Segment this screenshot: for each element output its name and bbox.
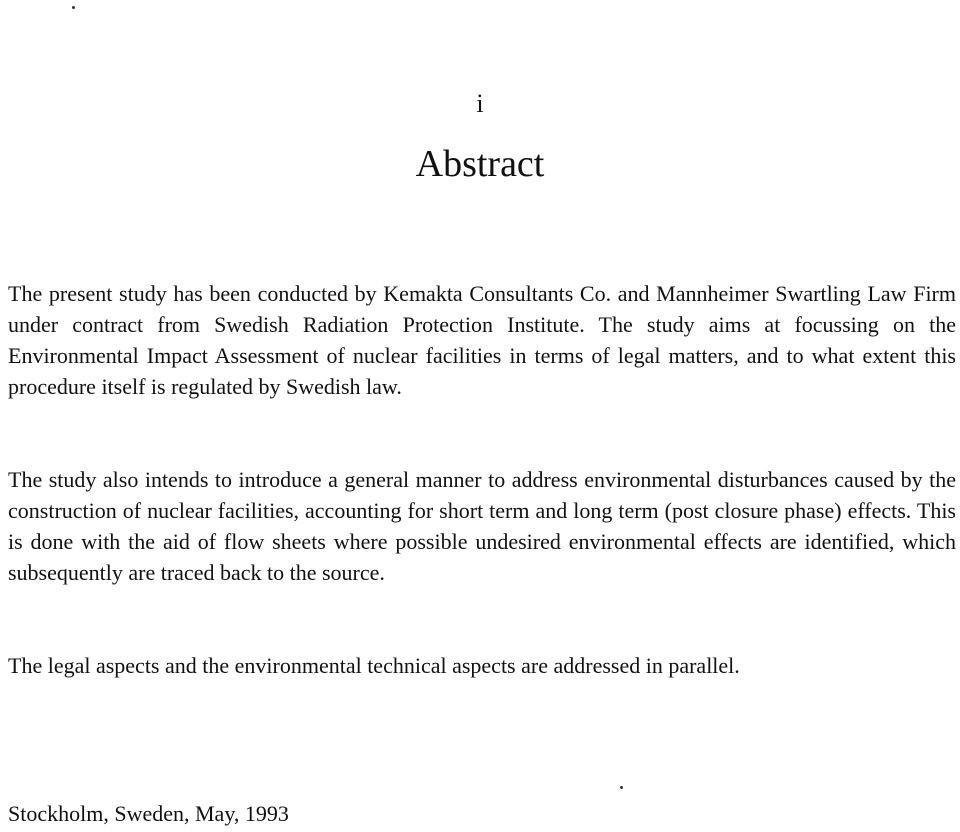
- abstract-paragraph-3: The legal aspects and the environmental technical aspects are addressed in parallel.: [8, 653, 740, 678]
- abstract-paragraph-1: The present study has been conducted by Kemakta Consultants Co. and Mannheimer Swartling Law Firm under contract from Swedish Radiation Protection Institute. The study aims at focussing on the Environmental Impact Assessment of nuclear facilities in terms of legal matters, and to what extent this procedure itself is regulated by Swedish law.: [8, 281, 956, 399]
- abstract-paragraph-2: The study also intends to introduce a general manner to address environmental disturbances caused by the construction of nuclear facilities, accounting for short term and long term (post closure phase) effects. This is done with the aid of flow sheets where possible undesired environmental effects are identified, which subsequently are traced back to the source.: [8, 467, 956, 585]
- page-number: i: [476, 89, 484, 118]
- place-and-date: Stockholm, Sweden, May, 1993: [8, 801, 289, 826]
- scan-speck: [620, 786, 623, 789]
- scan-speck: [72, 6, 75, 9]
- page-title: Abstract: [415, 143, 545, 185]
